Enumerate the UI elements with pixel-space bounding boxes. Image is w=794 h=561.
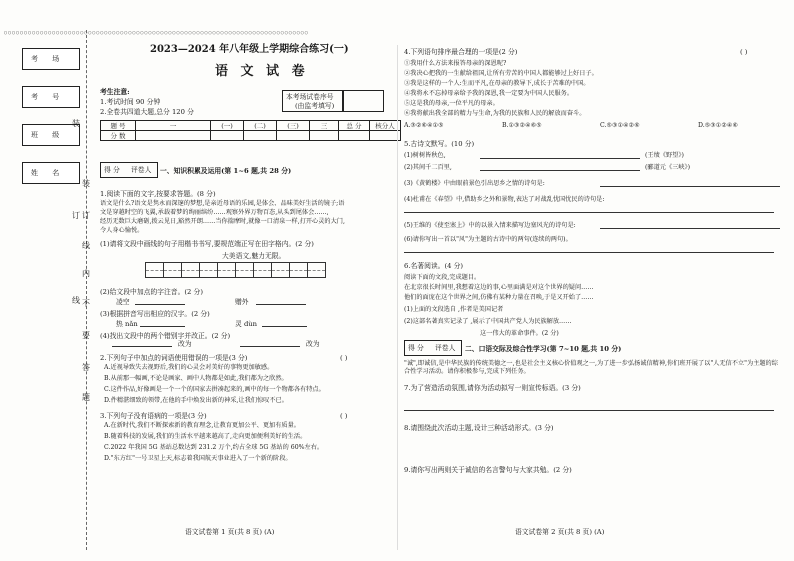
- answer-line[interactable]: [140, 326, 185, 327]
- binding-char-left: 订: [72, 211, 80, 220]
- writing-cell[interactable]: [199, 262, 218, 278]
- writing-cell[interactable]: [289, 262, 308, 278]
- notes-item: 2.全卷共四道大题,总分 120 分: [100, 108, 194, 116]
- paper-title: 2023—2024 年八年级上学期综合练习(一): [150, 44, 349, 55]
- section-title: 二、口语交际及综合性学习(第 7~10 题,共 10 分): [465, 345, 622, 353]
- answer-line[interactable]: [404, 252, 774, 253]
- integrated-intro: "诚",即诚信,是中华民族的传统美德之一,也是社会主义核心价值观之一,为了进一步弘扬诚信精神,你们班开展了以"人无信不立"为主题的综合性学习活动。请你积极参与,完成下列任务。: [404, 360, 778, 375]
- answer-line[interactable]: [240, 346, 300, 347]
- binding-char: 内: [82, 269, 90, 278]
- binding-char: 不: [82, 299, 90, 308]
- seat-number-input[interactable]: [342, 90, 384, 112]
- score-table: 题 号 一 (一) (二) (三) 三 总 分 核分人 分 数: [100, 120, 401, 141]
- answer-line[interactable]: [135, 304, 185, 305]
- answer-line[interactable]: [404, 212, 774, 213]
- question-2: 2.下列句子中加点的词语使用错误的一项是(3 分): [100, 354, 248, 362]
- answer-line[interactable]: [600, 186, 780, 187]
- question-5: 5.古诗文默写。(10 分): [404, 140, 475, 148]
- copy-sentence: 大美语文,魅力无限。: [222, 252, 286, 260]
- question-9: 9.请你写出两则关于诚信的名言警句与大家共勉。(2 分): [404, 466, 572, 474]
- binding-char: 题: [82, 393, 90, 402]
- binding-char-left: 线: [72, 296, 80, 305]
- question-4: 4.下列语句排序最合理的一项是(2 分): [404, 48, 518, 56]
- writing-cell[interactable]: [253, 262, 272, 278]
- answer-line[interactable]: [404, 410, 774, 411]
- name-field: 姓 名: [22, 162, 80, 184]
- binding-char: 要: [82, 331, 90, 340]
- page-divider: [397, 45, 398, 550]
- writing-cell[interactable]: [307, 262, 326, 278]
- paper-subtitle: 语 文 试 卷: [215, 64, 309, 79]
- binding-char-left: 装: [72, 119, 80, 128]
- question-3: 3.下列句子没有语病的一项是(3 分): [100, 412, 207, 420]
- notes-item: 1.考试时间 90 分钟: [100, 98, 161, 106]
- question-1: 1.阅读下面的文字,按要求答题。(8 分): [100, 190, 216, 198]
- binding-char: 订: [82, 211, 90, 220]
- writing-cell[interactable]: [235, 262, 254, 278]
- exam-room-field: 考 场: [22, 48, 80, 70]
- binding-char: 装: [82, 179, 90, 188]
- grader-box-2: 得 分 评卷人: [404, 340, 462, 356]
- answer-line[interactable]: [480, 170, 640, 171]
- answer-line[interactable]: [480, 158, 640, 159]
- binding-char: 答: [82, 363, 90, 372]
- page-footer: 语文试卷第 1 页(共 8 页) (A): [185, 528, 275, 536]
- writing-cell[interactable]: [181, 262, 200, 278]
- section-title: 一、知识积累及运用(第 1~6 题,共 28 分): [160, 167, 292, 175]
- answer-line[interactable]: [256, 304, 306, 305]
- writing-cell[interactable]: [145, 262, 164, 278]
- class-field: 班 级: [22, 124, 80, 146]
- binding-char: 线: [82, 241, 90, 250]
- writing-cell[interactable]: [217, 262, 236, 278]
- question-8: 8.请围绕此次活动主题,设计三种活动形式。(3 分): [404, 424, 554, 432]
- answer-line[interactable]: [262, 326, 307, 327]
- writing-cell[interactable]: [271, 262, 290, 278]
- seat-number-box: 本考场试卷序号 (由监考填写): [282, 90, 344, 112]
- question-6: 6.名著阅读。(4 分): [404, 262, 464, 270]
- answer-line[interactable]: [600, 228, 780, 229]
- grader-box-1: 得 分 评卷人: [100, 162, 158, 178]
- question-7: 7.为了营造活动氛围,请你为活动拟写一则宣传标语。(3 分): [404, 384, 581, 392]
- binding-line: [86, 30, 87, 550]
- exam-number-field: 考 号: [22, 86, 80, 108]
- binding-dots: ○○○○○○○○○○○○○○○○○○○○○○○○○○○○○○○○○○○○○○○○○○○○○○○○○○○○○○○○○○○○○○○○○○○○○○○○○○○○: [4, 30, 309, 36]
- notes-heading: 考生注意:: [100, 88, 130, 96]
- writing-cell[interactable]: [163, 262, 182, 278]
- page-footer: 语文试卷第 2 页(共 8 页) (A): [515, 528, 605, 536]
- answer-line[interactable]: [112, 346, 172, 347]
